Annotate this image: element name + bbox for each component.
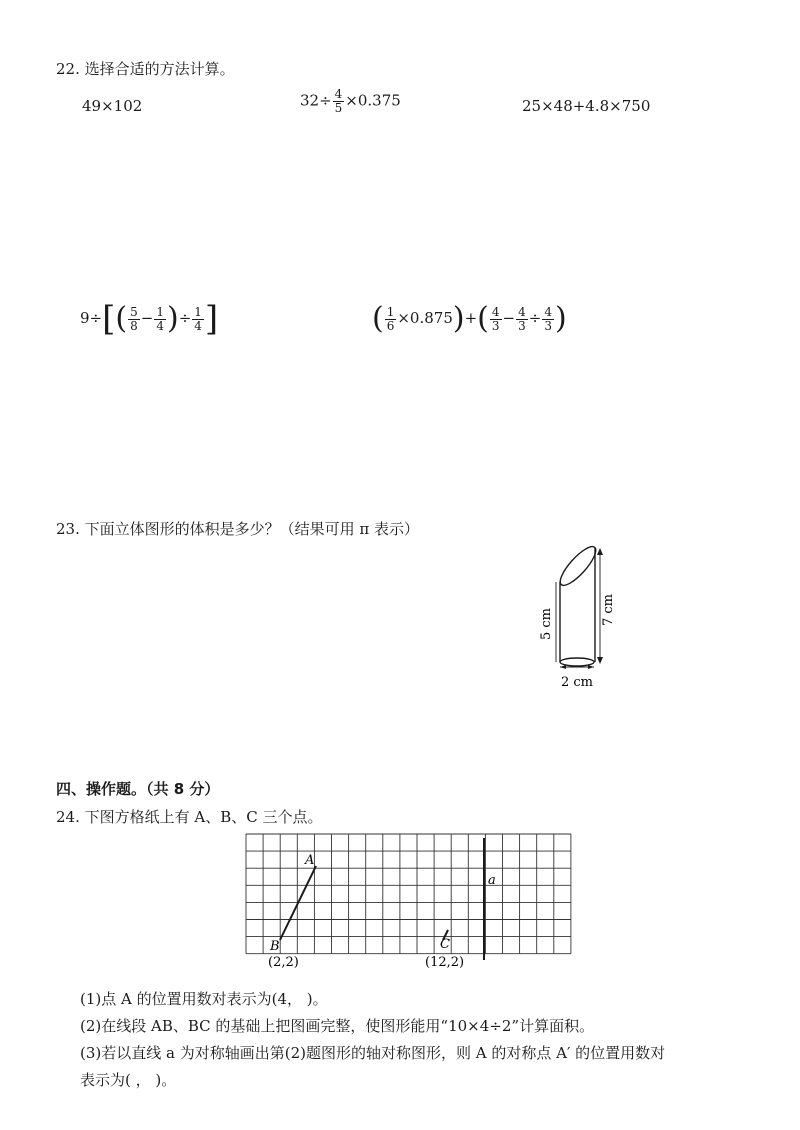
label-point-a: A xyxy=(305,853,315,868)
expr-text: ×0.375 xyxy=(345,91,401,110)
coord-c: (12,2) xyxy=(425,955,465,970)
label-point-b: B xyxy=(270,939,280,954)
q22-expr-2 xyxy=(300,88,401,115)
q24-part-3-line-1: (3)若以直线 a 为对称轴画出第(2)题图形的轴对称图形，则 A 的对称点 A′ 的位置用数对 xyxy=(80,1044,666,1062)
q24-title: 24. 下图方格纸上有 A、B、C 三个点。 xyxy=(56,808,323,826)
q22-title: 22. 选择合适的方法计算。 xyxy=(56,60,235,78)
arrow-down-icon xyxy=(597,657,603,664)
q22-expr-3: 25×48+4.8×750 xyxy=(522,97,651,115)
label-line-a: a xyxy=(488,873,496,888)
coord-b: (2,2) xyxy=(268,955,299,970)
label-point-c: C xyxy=(440,937,450,952)
q22-expr-1: 49×102 xyxy=(82,97,143,115)
expr-text: 32÷ xyxy=(300,91,332,110)
q24-part-2: (2)在线段 AB、BC 的基础上把图画完整，使图形能用“10×4÷2”计算面积。 xyxy=(80,1017,595,1035)
cylinder-cut-figure xyxy=(520,540,620,690)
grid-lines xyxy=(246,834,571,954)
segment-ab xyxy=(280,866,316,940)
grid-paper xyxy=(240,830,590,975)
label-7cm: 7 cm xyxy=(601,593,616,627)
label-2cm: 2 cm xyxy=(560,675,594,690)
bottom-ellipse xyxy=(560,658,594,666)
section-4-title: 四、操作题。（共 8 分） xyxy=(56,780,220,798)
q24-part-3-line-2: 表示为( ， )。 xyxy=(80,1071,177,1089)
q22-expr-5: ( $\frac{1}{6}$ ×0.875)+( $\frac{4}{3}$ − $\frac{4}{3}$ ÷ $\frac{4}{3}$ ) xyxy=(372,301,567,336)
q22-expr-4: 9÷[( $\frac{5}{8}$ − $\frac{1}{4}$ )÷ $\frac{1}{4}$ ] xyxy=(80,299,219,339)
q23-title: 23. 下面立体图形的体积是多少？（结果可用 π 表示） xyxy=(56,520,420,538)
label-5cm: 5 cm xyxy=(539,607,554,641)
q24-part-1: (1)点 A 的位置用数对表示为(4， )。 xyxy=(80,990,328,1008)
arrow-right-icon xyxy=(588,665,594,669)
fraction: $\frac{4}{5}$ xyxy=(334,87,343,115)
arrow-left-icon xyxy=(560,665,566,669)
top-ellipse xyxy=(555,542,600,590)
arrow-up-icon xyxy=(597,548,603,555)
